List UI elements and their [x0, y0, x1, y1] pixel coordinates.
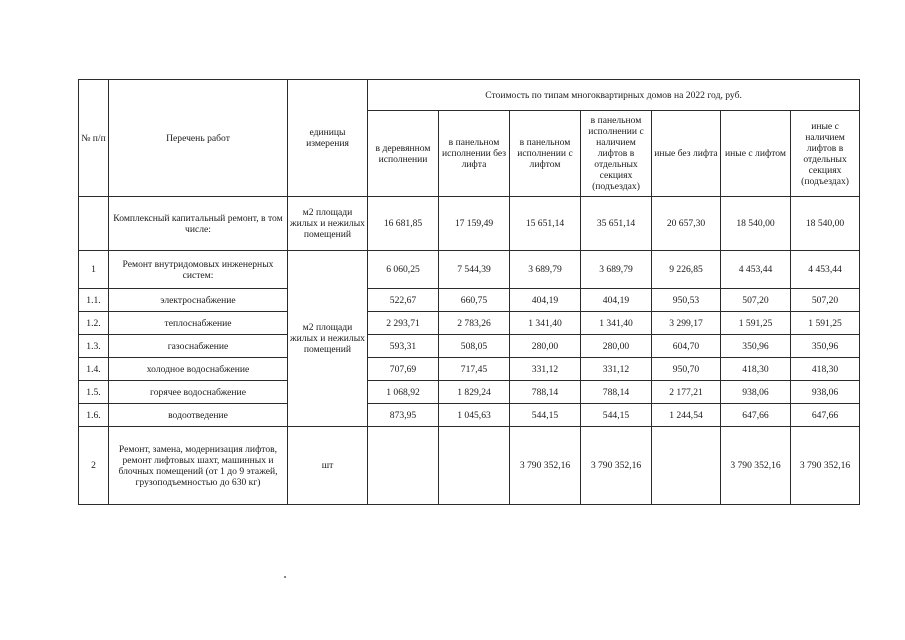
- cell-value: 593,31: [368, 335, 439, 358]
- header-col-other-lift-sections: иные с наличием лифтов в отдельных секциях (подъездах): [791, 111, 860, 197]
- cell-value: 873,95: [368, 404, 439, 427]
- cell-value: 3 790 352,16: [581, 427, 652, 505]
- cell-value: 20 657,30: [652, 197, 721, 251]
- row-work: водоотведение: [109, 404, 288, 427]
- table-row: [79, 197, 860, 251]
- cell-value: 3 790 352,16: [510, 427, 581, 505]
- row-work: Ремонт, замена, модернизация лифтов, ремонт лифтовых шахт, машинных и блочных помещений (от 1 до 9 этажей, грузоподъемностью до 630 кг): [109, 427, 288, 505]
- row-work: газоснабжение: [109, 335, 288, 358]
- cell-value: 16 681,85: [368, 197, 439, 251]
- cell-value: 660,75: [439, 289, 510, 312]
- cost-table: [78, 79, 860, 505]
- cell-value: 507,20: [721, 289, 791, 312]
- cell-value: [439, 427, 510, 505]
- table-row: [79, 404, 860, 427]
- cell-value: 280,00: [581, 335, 652, 358]
- table-row: [79, 312, 860, 335]
- cell-value: 350,96: [791, 335, 860, 358]
- cell-value: 950,70: [652, 358, 721, 381]
- table-row: [79, 427, 860, 505]
- header-col-other-no-lift: иные без лифта: [652, 111, 721, 197]
- cell-value: 418,30: [791, 358, 860, 381]
- row-num: 1.3.: [79, 335, 109, 358]
- cell-value: 17 159,49: [439, 197, 510, 251]
- header-unit: единицы измерения: [288, 80, 368, 197]
- table-row: [79, 251, 860, 289]
- cell-value: 18 540,00: [721, 197, 791, 251]
- cell-value: [652, 427, 721, 505]
- header-col-wooden: в деревянном исполнении: [368, 111, 439, 197]
- cell-value: 35 651,14: [581, 197, 652, 251]
- row-num: 2: [79, 427, 109, 505]
- cell-value: 2 177,21: [652, 381, 721, 404]
- row-num: 1.6.: [79, 404, 109, 427]
- table-row: [79, 335, 860, 358]
- cell-value: 3 790 352,16: [721, 427, 791, 505]
- header-cost-group: Стоимость по типам многоквартирных домов на 2022 год, руб.: [368, 80, 860, 111]
- cell-value: 717,45: [439, 358, 510, 381]
- row-num: 1.2.: [79, 312, 109, 335]
- cell-value: [368, 427, 439, 505]
- row-unit-merged: м2 площади жилых и нежилых помещений: [288, 251, 368, 427]
- cell-value: 508,05: [439, 335, 510, 358]
- cell-value: 331,12: [581, 358, 652, 381]
- header-col-panel-no-lift: в панельном исполнении без лифта: [439, 111, 510, 197]
- cell-value: 404,19: [581, 289, 652, 312]
- cell-value: 544,15: [510, 404, 581, 427]
- cell-value: 7 544,39: [439, 251, 510, 289]
- cell-value: 3 689,79: [510, 251, 581, 289]
- cell-value: 3 299,17: [652, 312, 721, 335]
- cell-value: 544,15: [581, 404, 652, 427]
- cell-value: 1 829,24: [439, 381, 510, 404]
- cell-value: 1 591,25: [721, 312, 791, 335]
- row-work: электроснабжение: [109, 289, 288, 312]
- row-work: холодное водоснабжение: [109, 358, 288, 381]
- row-work: теплоснабжение: [109, 312, 288, 335]
- header-col-panel-lift: в панельном исполнении с лифтом: [510, 111, 581, 197]
- cell-value: 4 453,44: [721, 251, 791, 289]
- cell-value: 1 341,40: [581, 312, 652, 335]
- cell-value: 522,67: [368, 289, 439, 312]
- row-num: 1.4.: [79, 358, 109, 381]
- header-col-panel-lift-sections: в панельном исполнении с наличием лифтов в отдельных секциях (подъездах): [581, 111, 652, 197]
- header-col-other-lift: иные с лифтом: [721, 111, 791, 197]
- cell-value: 331,12: [510, 358, 581, 381]
- row-unit: шт: [288, 427, 368, 505]
- row-work: Ремонт внутридомовых инженерных систем:: [109, 251, 288, 289]
- cell-value: 2 293,71: [368, 312, 439, 335]
- row-num: 1: [79, 251, 109, 289]
- cell-value: 9 226,85: [652, 251, 721, 289]
- cell-value: 788,14: [581, 381, 652, 404]
- cell-value: 15 651,14: [510, 197, 581, 251]
- row-num: [79, 197, 109, 251]
- row-work: горячее водоснабжение: [109, 381, 288, 404]
- cell-value: 938,06: [791, 381, 860, 404]
- cell-value: 1 244,54: [652, 404, 721, 427]
- cell-value: 507,20: [791, 289, 860, 312]
- row-unit: м2 площади жилых и нежилых помещений: [288, 197, 368, 251]
- cell-value: 404,19: [510, 289, 581, 312]
- cell-value: 950,53: [652, 289, 721, 312]
- cell-value: 2 783,26: [439, 312, 510, 335]
- table-row: [79, 289, 860, 312]
- header-row-1: [79, 80, 860, 111]
- cell-value: 788,14: [510, 381, 581, 404]
- row-num: 1.1.: [79, 289, 109, 312]
- table-row: [79, 358, 860, 381]
- cell-value: 3 689,79: [581, 251, 652, 289]
- cell-value: 6 060,25: [368, 251, 439, 289]
- cell-value: 707,69: [368, 358, 439, 381]
- cell-value: 1 045,63: [439, 404, 510, 427]
- cell-value: 280,00: [510, 335, 581, 358]
- cell-value: 1 341,40: [510, 312, 581, 335]
- cell-value: 18 540,00: [791, 197, 860, 251]
- cell-value: 647,66: [721, 404, 791, 427]
- cell-value: 1 068,92: [368, 381, 439, 404]
- row-work: Комплексный капитальный ремонт, в том числе:: [109, 197, 288, 251]
- cell-value: 647,66: [791, 404, 860, 427]
- table-row: [79, 381, 860, 404]
- header-works: Перечень работ: [109, 80, 288, 197]
- cell-value: 604,70: [652, 335, 721, 358]
- scan-speck: [284, 576, 286, 578]
- row-num: 1.5.: [79, 381, 109, 404]
- header-num: № п/п: [79, 80, 109, 197]
- cell-value: 418,30: [721, 358, 791, 381]
- cell-value: 938,06: [721, 381, 791, 404]
- cell-value: 4 453,44: [791, 251, 860, 289]
- cell-value: 1 591,25: [791, 312, 860, 335]
- cell-value: 350,96: [721, 335, 791, 358]
- cell-value: 3 790 352,16: [791, 427, 860, 505]
